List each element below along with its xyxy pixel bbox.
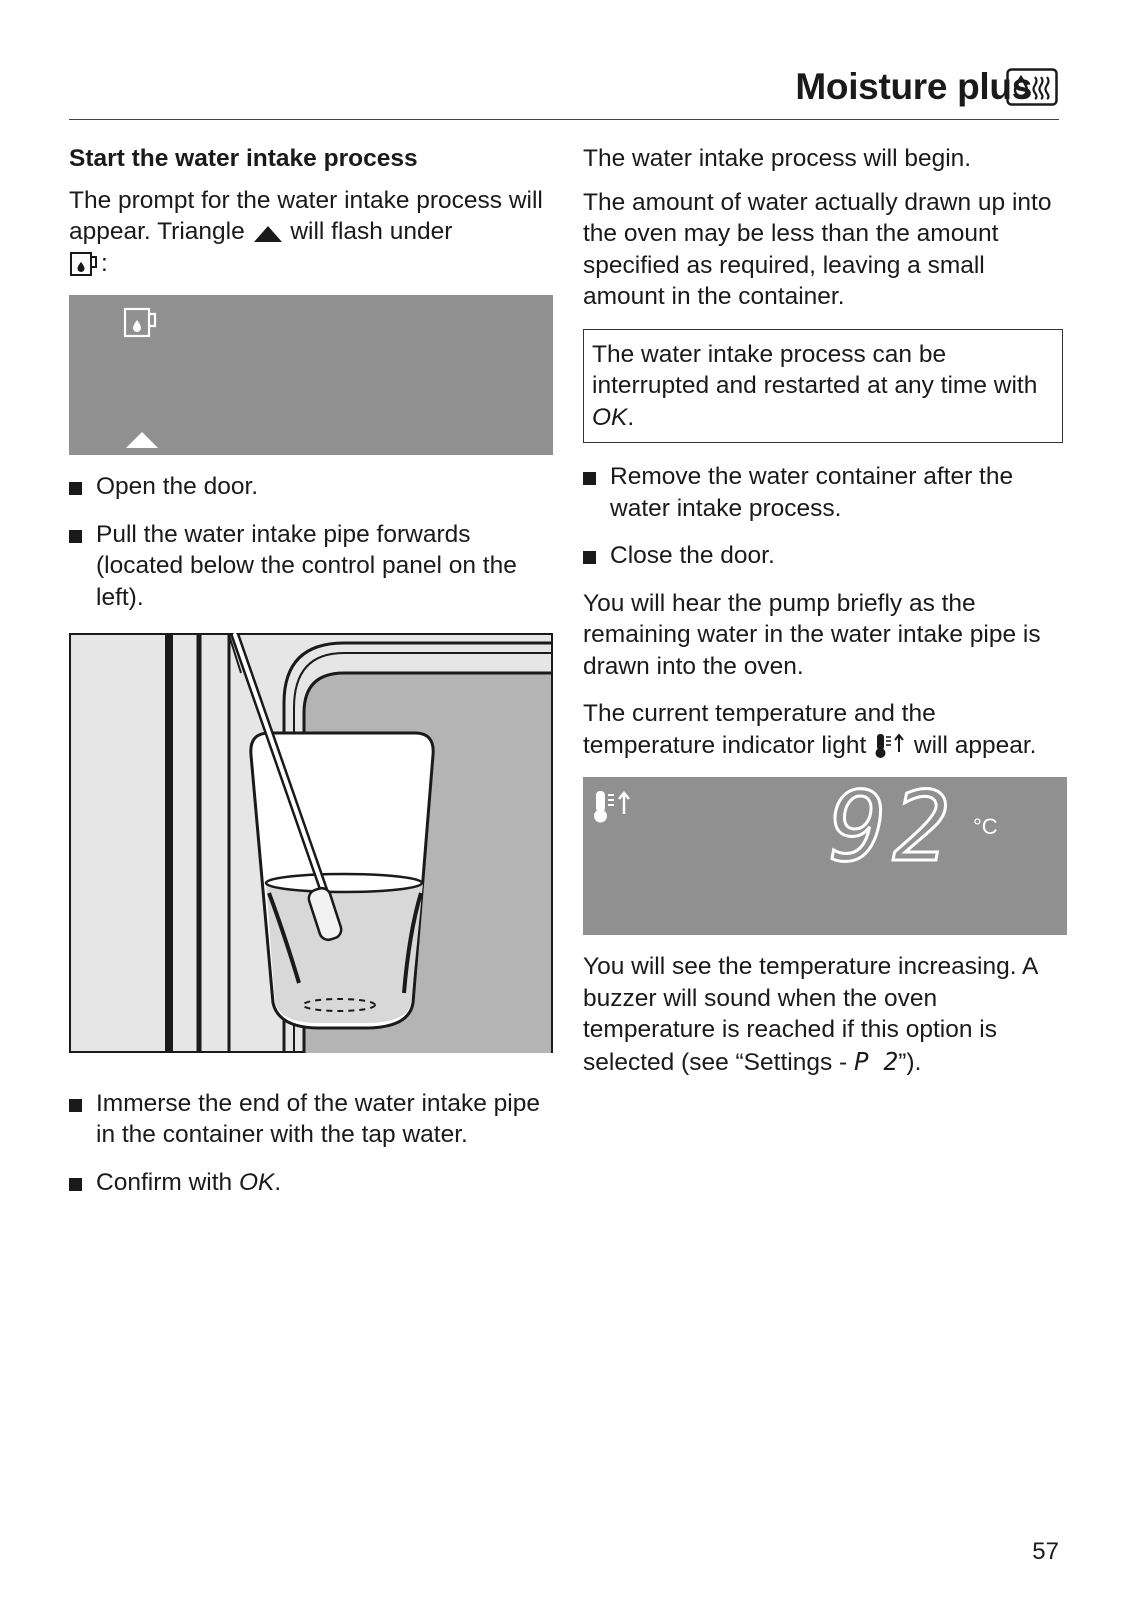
triangle-icon bbox=[125, 431, 159, 449]
right-column bbox=[583, 143, 1063, 1094]
list-item: Immerse the end of the water intake pipe in the container with the tap water. bbox=[69, 1088, 555, 1151]
note-box: The water intake process can be interrupted and restarted at any time with OK. bbox=[583, 329, 1063, 444]
page-title: Moisture plus bbox=[795, 66, 1032, 107]
moisture-plus-icon bbox=[1006, 68, 1058, 106]
paragraph-begin: The water intake process will begin. bbox=[583, 145, 972, 172]
paragraph-increase: You will see the temperature increasing. A buzzer will sound when the oven temperature is reached if this option is selected (see “Settings - P 2”). bbox=[583, 953, 1037, 1076]
paragraph-temperature: The current temperature and the temperature indicator light will appear. bbox=[583, 700, 1037, 759]
temperature-unit: °C bbox=[973, 814, 998, 839]
list-item: Confirm with OK. bbox=[69, 1167, 555, 1199]
page-number: 57 bbox=[1032, 1538, 1059, 1565]
header-divider bbox=[69, 119, 1059, 120]
section-heading: Start the water intake process bbox=[69, 145, 418, 172]
ok-key-label: OK bbox=[592, 403, 628, 431]
settings-code: P 2 bbox=[854, 1046, 899, 1076]
list-item: Remove the water container after the water intake process. bbox=[583, 461, 1063, 524]
list-item: Open the door. bbox=[69, 471, 555, 503]
paragraph-pump: You will hear the pump briefly as the remaining water in the water intake pipe is drawn into the oven. bbox=[583, 589, 1041, 680]
display-panel-temperature bbox=[583, 771, 1067, 935]
temperature-indicator-icon bbox=[873, 732, 907, 760]
list-item: Pull the water intake pipe forwards (located below the control panel on the left). bbox=[69, 519, 555, 614]
ok-key-label: OK bbox=[238, 1168, 275, 1196]
water-container-icon bbox=[123, 307, 161, 339]
left-column bbox=[69, 143, 555, 1214]
paragraph-amount: The amount of water actually drawn up into the oven may be less than the amount specified as required, leaving a small amount in the container. bbox=[583, 188, 1052, 310]
temperature-readout: 92 bbox=[829, 771, 957, 883]
display-panel-water-prompt bbox=[69, 295, 553, 455]
glass-with-pipe-illustration bbox=[69, 633, 553, 1053]
water-container-icon bbox=[69, 251, 101, 277]
triangle-icon bbox=[252, 223, 284, 243]
intro-paragraph: The prompt for the water intake process will appear. Triangle will flash under : bbox=[69, 186, 543, 277]
temperature-indicator-icon bbox=[591, 789, 635, 825]
list-item: Close the door. bbox=[583, 540, 1063, 572]
